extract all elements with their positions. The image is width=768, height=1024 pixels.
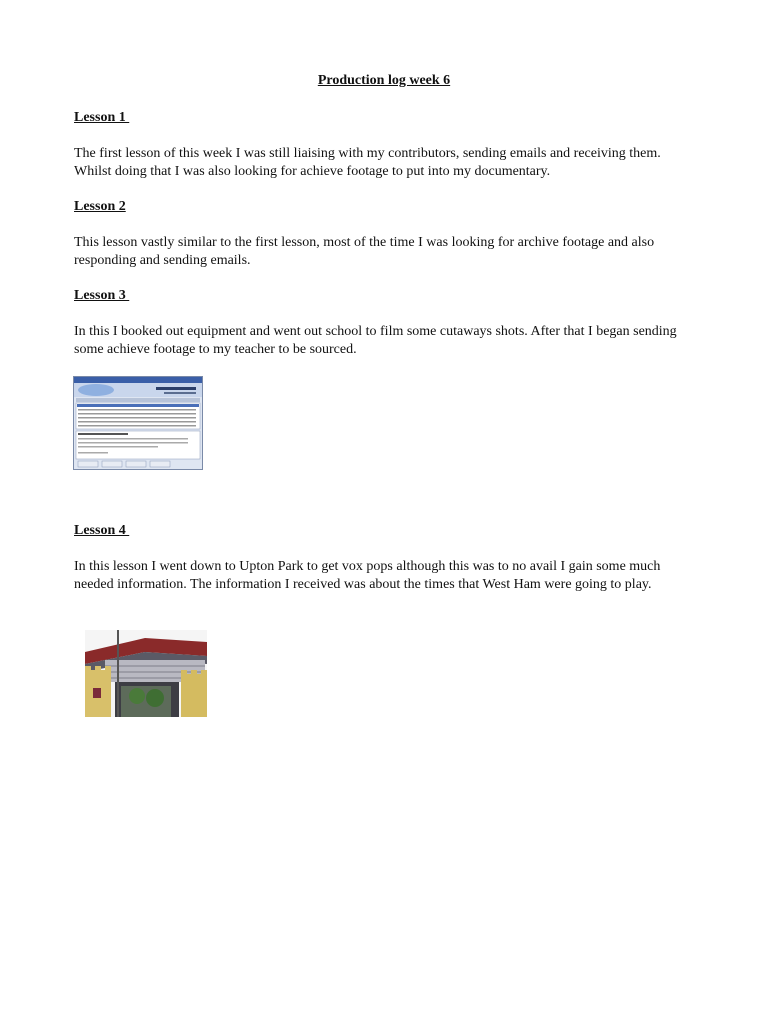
lesson-1-body: The first lesson of this week I was still liaising with my contributors, sending emails and receiving them. Whilst doing that I was also looking for achieve footage to put into my documentary. (74, 146, 661, 179)
lesson-2-heading: Lesson 2 (74, 199, 126, 214)
email-client-screenshot-graphic (74, 377, 202, 469)
lesson-2-body: This lesson vastly similar to the first lesson, most of the time I was looking for archive footage and also responding and sending emails. (74, 235, 655, 268)
lesson-3-body: In this I booked out equipment and went out school to film some cutaways shots. After that I began sending some achieve footage to my teacher to be sourced. (74, 324, 677, 357)
stadium-photo-image (85, 630, 207, 717)
lesson-4-body: In this lesson I went down to Upton Park to get vox pops although this was to no avail I gain some much needed information. The information I received was about the times that West Ham were going to play. (74, 559, 661, 592)
stadium-photo-graphic (85, 630, 207, 717)
lesson-3-heading: Lesson 3 (74, 288, 130, 303)
email-client-screenshot-image (73, 376, 203, 470)
document-title: Production log week 6 (317, 73, 451, 88)
lesson-1-heading: Lesson 1 (74, 110, 130, 125)
lesson-4-heading: Lesson 4 (74, 523, 130, 538)
